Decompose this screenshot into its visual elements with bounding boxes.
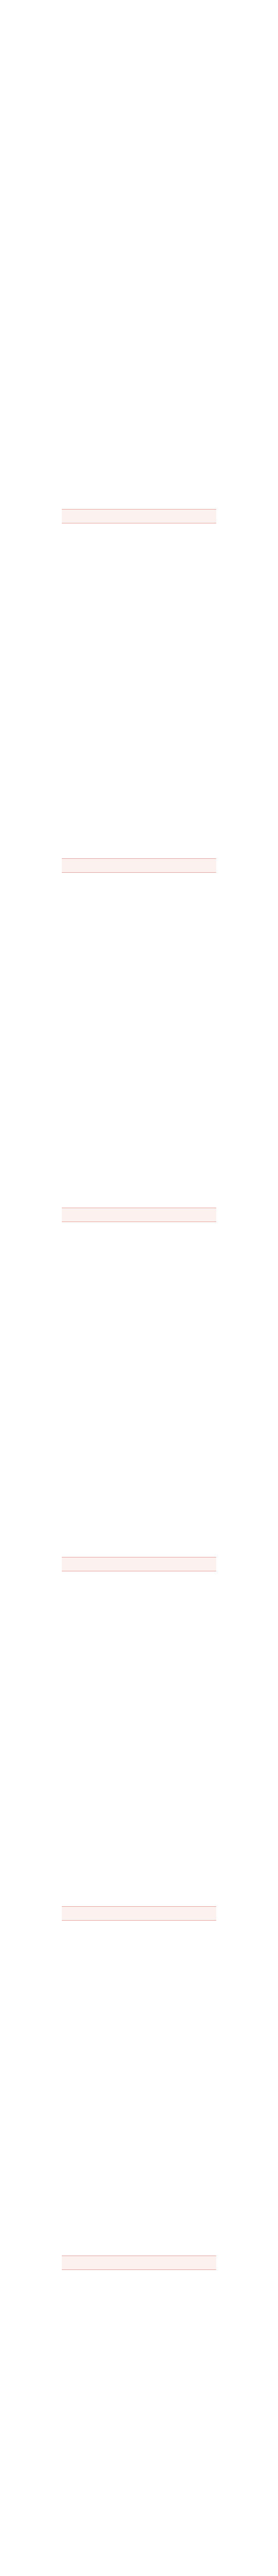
paragraph: [11, 929, 267, 967]
date: [11, 1488, 267, 1495]
essay-banner: [62, 858, 216, 873]
intro-section-2: [11, 224, 267, 324]
signature: [11, 1829, 267, 1836]
essay-body: [11, 540, 267, 778]
paragraph: [11, 265, 267, 293]
date: [11, 1837, 267, 1844]
paragraph: [11, 1588, 267, 1625]
paragraph: [11, 1359, 267, 1396]
intro-section-1: [11, 25, 267, 217]
essay-6: [11, 2248, 267, 2576]
date: [11, 789, 267, 796]
essay-body: [11, 1239, 267, 1477]
essay-banner: [62, 2256, 216, 2270]
section-heading: [11, 25, 267, 32]
comment: [11, 801, 267, 828]
paragraph: [11, 1749, 267, 1786]
date: [11, 2187, 267, 2194]
salutation: [11, 2276, 267, 2283]
paragraph: [11, 2058, 267, 2095]
salutation: [11, 1228, 267, 1235]
paragraph: [11, 2407, 267, 2444]
salutation: [11, 1927, 267, 1934]
paragraph: [11, 128, 267, 156]
paragraph: [11, 415, 267, 443]
paragraph: [11, 889, 267, 926]
paragraph: [11, 2447, 267, 2484]
essay-banner: [62, 1208, 216, 1222]
essay-4: [11, 1550, 267, 1892]
paragraph: [11, 1977, 267, 2014]
paragraph: [11, 741, 267, 778]
paragraph: [11, 1239, 267, 1276]
paragraph: [11, 1789, 267, 1826]
paragraph: [11, 1937, 267, 1974]
paragraph: [11, 2138, 267, 2175]
paragraph: [11, 66, 267, 94]
paragraph: [11, 2487, 267, 2524]
section-heading: [11, 330, 267, 337]
paragraph: [11, 1279, 267, 1316]
essay-body: [11, 2286, 267, 2524]
essay-banner: [62, 509, 216, 523]
paragraph: [11, 620, 267, 657]
paragraph: [11, 2098, 267, 2135]
essay-1: [11, 502, 267, 844]
paragraph: [11, 1708, 267, 1745]
signature: [11, 1130, 267, 1138]
paragraph: [11, 159, 267, 187]
paragraph: [11, 296, 267, 324]
paragraph: [11, 97, 267, 125]
essay-banner: [62, 1557, 216, 1571]
signature: [11, 2528, 267, 2535]
paragraph: [11, 35, 267, 63]
essay-5: [11, 1899, 267, 2241]
examples-title: [11, 487, 267, 495]
paragraph: [11, 580, 267, 617]
paragraph: [11, 660, 267, 698]
intro-section-3: [11, 330, 267, 399]
paragraph: [11, 2018, 267, 2055]
paragraph: [11, 2327, 267, 2364]
paragraph: [11, 1399, 267, 1436]
paragraph: [11, 446, 267, 474]
date: [11, 1139, 267, 1146]
signature: [11, 1480, 267, 1487]
paragraph: [11, 1319, 267, 1356]
paragraph: [11, 190, 267, 217]
paragraph: [11, 701, 267, 738]
essay-3: [11, 1200, 267, 1543]
salutation: [11, 879, 267, 886]
paragraph: [11, 1439, 267, 1477]
comment: [11, 1499, 267, 1527]
paragraph: [11, 540, 267, 577]
comment: [11, 1849, 267, 1876]
essay-2: [11, 851, 267, 1193]
paragraph: [11, 234, 267, 262]
page-title: [11, 9, 267, 18]
paragraph: [11, 340, 267, 368]
essay-body: [11, 889, 267, 1127]
comment: [11, 2547, 267, 2575]
paragraph: [11, 1090, 267, 1127]
paragraph: [11, 1628, 267, 1665]
comment: [11, 2198, 267, 2226]
date: [11, 2536, 267, 2543]
essay-body: [11, 1588, 267, 1826]
paragraph: [11, 970, 267, 1007]
essay-body: [11, 1937, 267, 2175]
paragraph: [11, 1010, 267, 1047]
paragraph: [11, 2367, 267, 2404]
section-heading: [11, 224, 267, 231]
paragraph: [11, 1668, 267, 1705]
signature: [11, 2178, 267, 2185]
paragraph: [11, 1050, 267, 1087]
comment: [11, 1150, 267, 1178]
salutation: [11, 530, 267, 537]
paragraph: [11, 2286, 267, 2324]
signature: [11, 781, 267, 788]
section-heading: [11, 405, 267, 412]
intro-section-4: [11, 405, 267, 474]
salutation: [11, 1578, 267, 1585]
essay-banner: [62, 1906, 216, 1921]
paragraph: [11, 371, 267, 399]
